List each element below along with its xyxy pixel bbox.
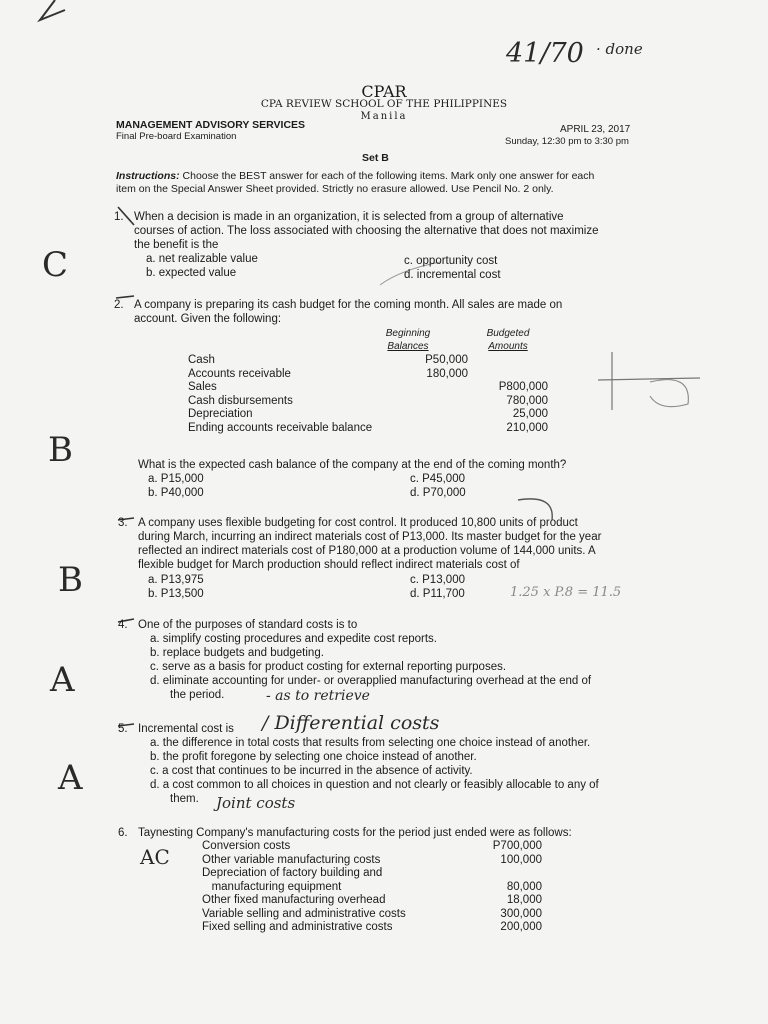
q2-row (188, 408, 548, 422)
q2-row-label: Depreciation (188, 408, 253, 420)
q2-option-a: a. P15,000 (148, 473, 204, 485)
q6-row (202, 840, 552, 854)
q4-option-d-line-1: d. eliminate accounting for under- or overapplied manufacturing overhead at the end of (150, 675, 592, 687)
q1-number: 1. (114, 211, 124, 223)
q4-option-a: a. simplify costing procedures and expedite cost reports. (150, 633, 438, 645)
q1-option-c: c. opportunity cost (404, 255, 498, 267)
answer-mark-1: C (42, 245, 69, 285)
q5-option-d-line-2: them. (170, 793, 199, 805)
q6-row (202, 921, 552, 935)
q2-row-begin (418, 381, 468, 395)
score-note: · done (596, 40, 643, 58)
school-city: Manila (360, 111, 408, 122)
q3-option-b: b. P13,500 (148, 588, 204, 600)
score-mark: 41/70 (506, 38, 584, 69)
q2-row-budget: 780,000 (506, 394, 548, 407)
q2-col-budget-2: Amounts (488, 341, 528, 352)
q3-line-1: A company uses flexible budgeting for cost control. It produced 10,800 units of product (138, 517, 578, 529)
q4-option-d-line-2: the period. (170, 689, 225, 701)
instructions (116, 170, 594, 182)
q2-row-label: Ending accounts receivable balance (188, 421, 373, 434)
q6-row (202, 894, 552, 908)
instructions-label: Instructions: (116, 170, 180, 182)
q3-number: 3. (118, 517, 128, 529)
q5-option-c: c. a cost that continues to be incurred in the absence of activity. (150, 765, 473, 777)
q6-row-value: 200,000 (500, 921, 542, 933)
answer-note-6: AC (140, 845, 170, 869)
q6-row-label: Variable selling and administrative costs (202, 907, 406, 920)
q2-row-begin (418, 422, 468, 436)
instructions-line-2: item on the Special Answer Sheet provided. Strictly no erasure allowed. Use Pencil No. 2 only. (116, 183, 554, 195)
q3-line-4: flexible budget for March production should reflect indirect materials cost of (138, 559, 520, 571)
q1-line-3: the benefit is the (134, 239, 219, 251)
q6-row (202, 908, 552, 922)
q2-row-label: Cash disbursements (188, 394, 293, 407)
q6-row-value (472, 867, 542, 881)
q1-line-2: courses of action. The loss associated with choosing the alternative that does not maximize (134, 225, 599, 237)
q2-row-budget: 210,000 (506, 421, 548, 434)
q6-row-value: 100,000 (500, 853, 542, 866)
q6-row (202, 854, 552, 868)
q2-row (188, 422, 548, 436)
exam-set: Set B (362, 152, 389, 164)
q1-option-d: d. incremental cost (404, 269, 501, 281)
q6-row-label: Conversion costs (202, 840, 291, 852)
q5-option-d-line-1: d. a cost common to all choices in question and not clearly or feasibly allocable to any of (150, 779, 599, 791)
q3-option-d: d. P11,700 (410, 588, 465, 600)
q5-stem: Incremental cost is (138, 723, 234, 735)
q2-row-begin (418, 395, 468, 409)
q1-option-b: b. expected value (146, 267, 237, 279)
q6-row-label: Depreciation of factory building and (202, 867, 383, 879)
q6-row-value: P700,000 (492, 840, 542, 852)
q6-stem: Taynesting Company's manufacturing costs for the period just ended were as follows: (138, 827, 572, 839)
q4-number: 4. (118, 619, 128, 631)
school-name: CPAR (361, 82, 407, 101)
q6-row-value: 300,000 (500, 907, 542, 920)
q5-option-a: a. the difference in total costs that results from selecting one choice instead of another. (150, 737, 591, 749)
q5-number: 5. (118, 723, 128, 735)
q2-row-budget: P800,000 (498, 381, 548, 393)
q2-option-b: b. P40,000 (148, 487, 204, 499)
q2-row (188, 381, 548, 395)
q2-row-label: Accounts receivable (188, 367, 291, 380)
q2-number: 2. (114, 299, 124, 311)
q4-option-b: b. replace budgets and budgeting. (150, 647, 324, 659)
q6-row-label: manufacturing equipment (202, 880, 342, 893)
q2-row-budget: 25,000 (512, 408, 548, 420)
q2-option-d: d. P70,000 (410, 487, 466, 499)
q6-row (202, 881, 552, 895)
q2-row (188, 354, 548, 368)
q2-row-label: Sales (188, 381, 217, 393)
q3-option-c: c. P13,000 (410, 574, 465, 586)
q6-row-label: Other fixed manufacturing overhead (202, 894, 386, 906)
q6-row (202, 867, 552, 881)
q3-calc-note: 1.25 x P.8 = 11.5 (510, 585, 622, 600)
q4-stem: One of the purposes of standard costs is to (138, 619, 358, 631)
q1-option-a: a. net realizable value (146, 253, 258, 265)
q2-row (188, 368, 548, 382)
q2-option-c: c. P45,000 (410, 473, 465, 485)
q2-row-label: Cash (188, 354, 215, 366)
q5-d-note: Joint costs (216, 794, 296, 812)
q3-option-a: a. P13,975 (148, 574, 204, 586)
q2-row-begin: 180,000 (426, 367, 468, 380)
exam-date: APRIL 23, 2017 (560, 124, 631, 135)
q2-row-budget (468, 354, 548, 368)
answer-mark-5: A (58, 758, 83, 798)
q2-question: What is the expected cash balance of the company at the end of the coming month? (138, 459, 567, 471)
q6-row-label: Other variable manufacturing costs (202, 853, 381, 866)
answer-mark-4: A (50, 660, 75, 700)
q2-row-budget (468, 368, 548, 382)
q2-table (188, 354, 548, 435)
q6-row-value: 80,000 (506, 880, 542, 893)
margin-calc-circle (650, 380, 688, 407)
q5-term-note: / Differential costs (262, 712, 440, 734)
corner-stroke (40, 0, 65, 20)
q2-row-begin (418, 408, 468, 422)
q3-line-3: reflected an indirect materials cost of P180,000 at a production volume of 144,000 units. A (138, 545, 596, 557)
instructions-line-1: Choose the BEST answer for each of the following items. Mark only one answer for each (182, 170, 595, 182)
q4-option-c: c. serve as a basis for product costing for external reporting purposes. (150, 661, 507, 673)
answer-mark-3: B (58, 560, 83, 600)
answer-mark-2: B (48, 430, 73, 470)
q6-row-value: 18,000 (506, 894, 542, 906)
q2-col-budget-1: Budgeted (486, 328, 530, 339)
q2-row (188, 395, 548, 409)
margin-calc-lines (598, 352, 700, 410)
q5-option-b: b. the profit foregone by selecting one choice instead of another. (150, 751, 477, 763)
exam-title: Final Pre-board Examination (116, 131, 237, 142)
q2-col-begin-2: Balances (387, 341, 429, 352)
school-full-name: CPA REVIEW SCHOOL OF THE PHILIPPINES (260, 98, 508, 110)
q1-line-1: When a decision is made in an organization, it is selected from a group of alternative (134, 211, 564, 223)
q6-number: 6. (118, 827, 128, 839)
q2-line-1: A company is preparing its cash budget for the coming month. All sales are made on (134, 299, 563, 311)
q2-line-2: account. Given the following: (134, 313, 282, 325)
subject-title: MANAGEMENT ADVISORY SERVICES (116, 119, 306, 131)
q6-table (202, 840, 552, 935)
q3-line-2: during March, incurring an indirect materials cost of P13,000. Its master budget for the year (138, 531, 602, 543)
q4-note: - as to retrieve (266, 688, 370, 704)
exam-time: Sunday, 12:30 pm to 3:30 pm (505, 136, 629, 147)
q2-col-begin-1: Beginning (385, 328, 431, 339)
q2-row-begin: P50,000 (425, 354, 468, 366)
q6-row-label: Fixed selling and administrative costs (202, 921, 393, 933)
